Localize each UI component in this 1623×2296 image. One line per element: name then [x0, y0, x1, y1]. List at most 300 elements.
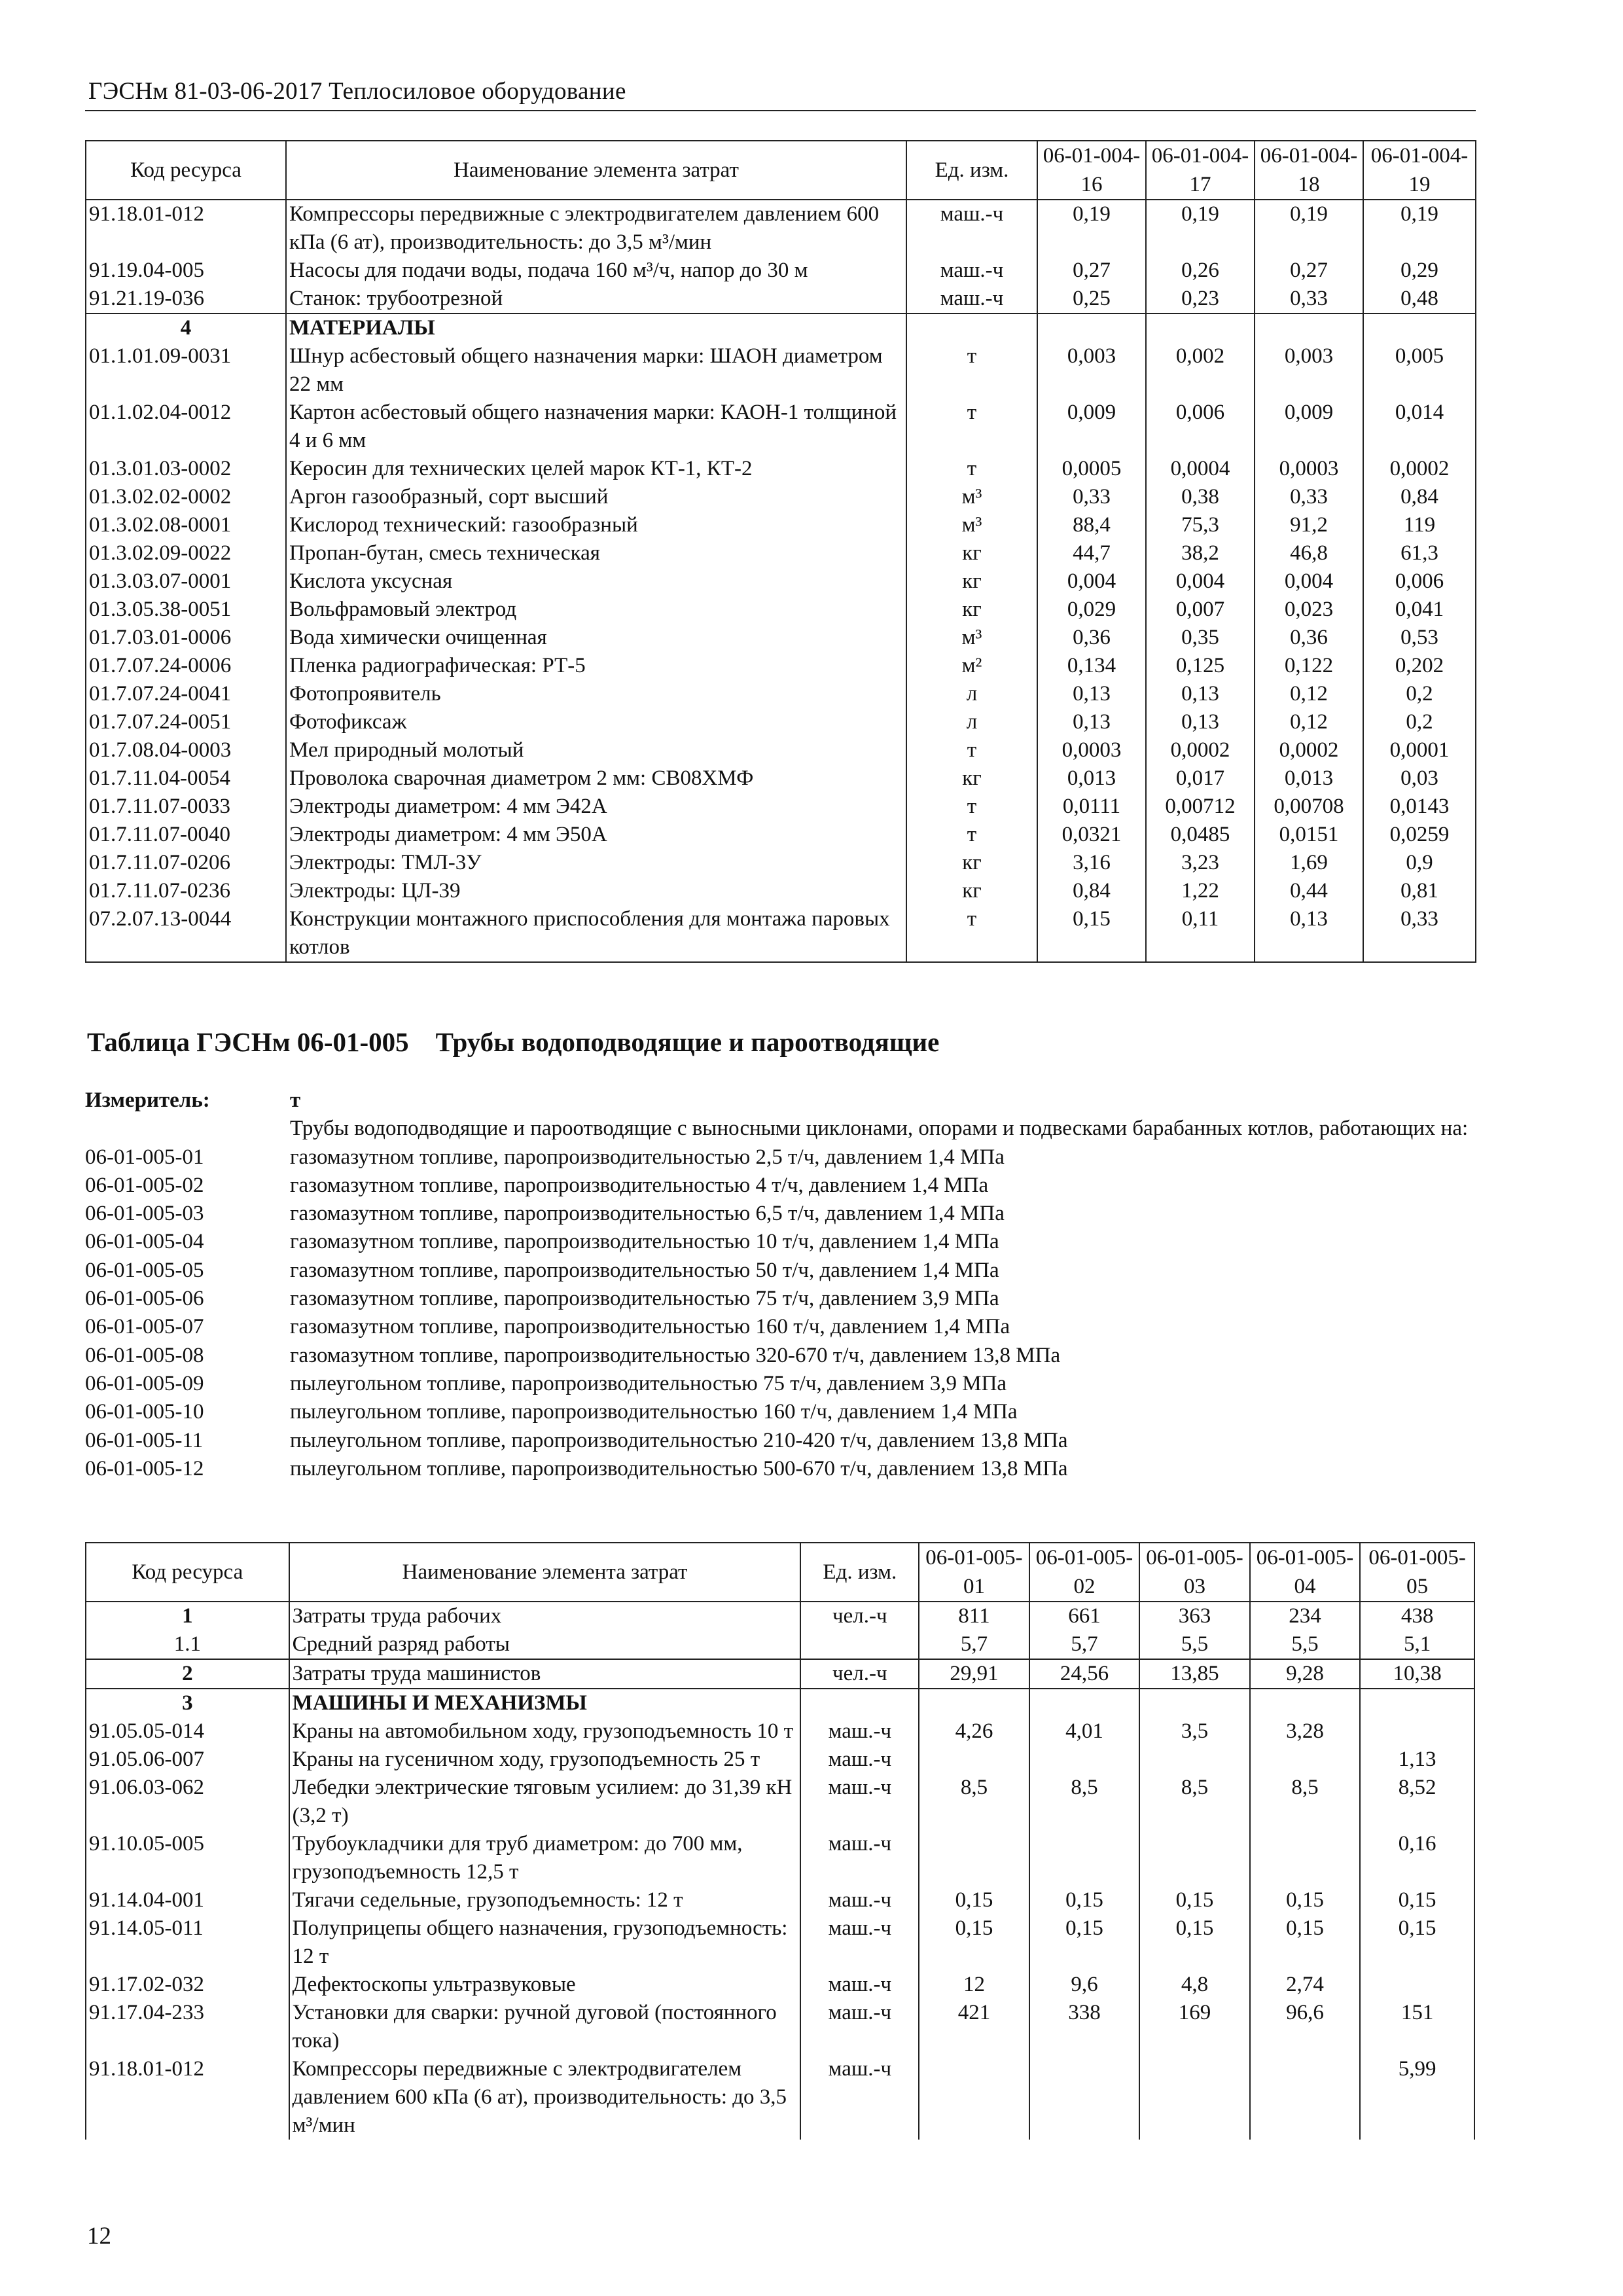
- section-machines: [86, 1689, 1474, 1717]
- value-cell: 75,3: [1146, 511, 1255, 539]
- unit-cell: т: [906, 821, 1037, 849]
- unit-cell: т: [906, 905, 1037, 962]
- table-row: [86, 905, 1476, 962]
- empty-cell: [1029, 1689, 1140, 1717]
- value-cell: 0,36: [1255, 624, 1363, 652]
- value-cell: 4,26: [919, 1717, 1029, 1746]
- value-cell: 0,0002: [1363, 455, 1476, 483]
- cost-item-name: Шнур асбестовый общего назначения марки: ШАОН диаметром 22 мм: [286, 342, 906, 399]
- table-header-row: [86, 141, 1476, 200]
- unit-cell: [800, 1630, 919, 1659]
- value-cell: 0,53: [1363, 624, 1476, 652]
- unit-cell: кг: [906, 849, 1037, 877]
- norm-description: пылеугольном топливе, паропроизводительностью 210-420 т/ч, давлением 13,8 МПа: [290, 1428, 1068, 1452]
- value-cell: 13,85: [1139, 1659, 1250, 1689]
- value-cell: 0,2: [1363, 680, 1476, 708]
- measure-item: [85, 1200, 1479, 1228]
- value-cell: 5,1: [1360, 1630, 1474, 1659]
- value-cell: 0,0111: [1037, 793, 1146, 821]
- column-header: 06-01-005-05: [1360, 1543, 1474, 1602]
- value-cell: 0,03: [1363, 764, 1476, 793]
- column-header: Ед. изм.: [800, 1543, 919, 1602]
- value-cell: 0,11: [1146, 905, 1255, 962]
- unit-cell: кг: [906, 567, 1037, 596]
- value-cell: 38,2: [1146, 539, 1255, 567]
- norm-code: 06-01-005-11: [85, 1428, 204, 1452]
- table-row: [86, 285, 1476, 314]
- value-cell: 9,6: [1029, 1971, 1140, 1999]
- value-cell: 0,004: [1255, 567, 1363, 596]
- unit-cell: кг: [906, 764, 1037, 793]
- cost-item-name: Краны на автомобильном ходу, грузоподъемность 10 т: [289, 1717, 801, 1746]
- machinists-row: [86, 1659, 1474, 1689]
- value-cell: 0,0321: [1037, 821, 1146, 849]
- norm-code: 06-01-005-04: [85, 1230, 204, 1254]
- value-cell: 438: [1360, 1602, 1474, 1630]
- table-row: [86, 821, 1476, 849]
- norm-description: пылеугольном топливе, паропроизводительностью 75 т/ч, давлением 3,9 МПа: [290, 1371, 1007, 1395]
- value-cell: 0,19: [1255, 200, 1363, 257]
- value-cell: 0,0005: [1037, 455, 1146, 483]
- table-row: [86, 793, 1476, 821]
- value-cell: [1360, 1717, 1474, 1746]
- cost-item-name: Краны на гусеничном ходу, грузоподъемность 25 т: [289, 1746, 801, 1774]
- value-cell: 0,33: [1037, 483, 1146, 511]
- value-cell: 234: [1250, 1602, 1361, 1630]
- value-cell: 0,0002: [1146, 736, 1255, 764]
- cost-item-name: Электроды диаметром: 4 мм Э50А: [286, 821, 906, 849]
- value-cell: 0,0259: [1363, 821, 1476, 849]
- column-header: 06-01-004-16: [1037, 141, 1146, 200]
- value-cell: 0,003: [1255, 342, 1363, 399]
- unit-cell: кг: [906, 877, 1037, 905]
- value-cell: 0,013: [1255, 764, 1363, 793]
- empty-cell: [1146, 314, 1255, 342]
- value-cell: 0,122: [1255, 652, 1363, 680]
- resource-code: 01.3.03.07-0001: [86, 567, 286, 596]
- empty-cell: [1139, 1689, 1250, 1717]
- norm-code: 06-01-005-05: [85, 1258, 204, 1282]
- measure-item: [85, 1172, 1479, 1200]
- table-row: [86, 200, 1476, 257]
- cost-item-name: Компрессоры передвижные с электродвигателем давлением 600 кПа (6 ат), производительность: до 3,5 м³/мин: [289, 2055, 801, 2140]
- norm-code: 06-01-005-03: [85, 1202, 204, 1226]
- resource-code: 91.05.06-007: [86, 1746, 289, 1774]
- table-row: [86, 1886, 1474, 1914]
- value-cell: 0,003: [1037, 342, 1146, 399]
- value-cell: 0,005: [1363, 342, 1476, 399]
- section-label: МАШИНЫ И МЕХАНИЗМЫ: [289, 1689, 801, 1717]
- unit-cell: т: [906, 399, 1037, 455]
- value-cell: 811: [919, 1602, 1029, 1630]
- value-cell: 4,8: [1139, 1971, 1250, 1999]
- unit-cell: м³: [906, 511, 1037, 539]
- norm-code: 06-01-005-07: [85, 1315, 204, 1339]
- value-cell: 0,12: [1255, 680, 1363, 708]
- column-header: 06-01-005-01: [919, 1543, 1029, 1602]
- value-cell: 0,202: [1363, 652, 1476, 680]
- resource-code: 01.7.08.04-0003: [86, 736, 286, 764]
- norm-code: 06-01-005-10: [85, 1400, 204, 1424]
- table-row: [86, 708, 1476, 736]
- resource-code: 01.3.05.38-0051: [86, 596, 286, 624]
- value-cell: 0,004: [1037, 567, 1146, 596]
- resource-code: 01.1.01.09-0031: [86, 342, 286, 399]
- table-row: [86, 1830, 1474, 1886]
- table-row: [86, 680, 1476, 708]
- value-cell: 5,99: [1360, 2055, 1474, 2140]
- page-number: 12: [87, 2223, 111, 2250]
- table-row: [86, 624, 1476, 652]
- value-cell: 0,15: [1250, 1914, 1361, 1971]
- value-cell: 3,16: [1037, 849, 1146, 877]
- value-cell: 0,00712: [1146, 793, 1255, 821]
- measure-item: [85, 1455, 1479, 1483]
- empty-cell: [1255, 314, 1363, 342]
- resource-code: 1.1: [86, 1630, 289, 1659]
- measure-item: [85, 1143, 1479, 1172]
- empty-cell: [1360, 1689, 1474, 1717]
- unit-cell: т: [906, 455, 1037, 483]
- resource-code: 01.3.02.09-0022: [86, 539, 286, 567]
- table-row: [86, 736, 1476, 764]
- value-cell: 0,44: [1255, 877, 1363, 905]
- value-cell: 8,52: [1360, 1774, 1474, 1830]
- unit-cell: маш.-ч: [800, 1914, 919, 1971]
- value-cell: 0,15: [919, 1886, 1029, 1914]
- value-cell: 0,29: [1363, 257, 1476, 285]
- value-cell: 661: [1029, 1602, 1140, 1630]
- cost-item-name: Дефектоскопы ультразвуковые: [289, 1971, 801, 1999]
- resource-code: 01.7.11.07-0236: [86, 877, 286, 905]
- norm-code: 06-01-005-08: [85, 1343, 204, 1367]
- value-cell: 0,36: [1037, 624, 1146, 652]
- table-row: [86, 1717, 1474, 1746]
- value-cell: 0,15: [919, 1914, 1029, 1971]
- empty-cell: [800, 1689, 919, 1717]
- header-rule: [85, 110, 1476, 111]
- table-row: [86, 511, 1476, 539]
- table-row: [86, 1971, 1474, 1999]
- value-cell: [919, 1830, 1029, 1886]
- value-cell: 24,56: [1029, 1659, 1140, 1689]
- unit-cell: маш.-ч: [800, 1999, 919, 2055]
- value-cell: 8,5: [1139, 1774, 1250, 1830]
- section-number: 4: [86, 314, 286, 342]
- resource-code: 91.06.03-062: [86, 1774, 289, 1830]
- unit-cell: маш.-ч: [800, 2055, 919, 2140]
- value-cell: 0,33: [1255, 285, 1363, 314]
- value-cell: 9,28: [1250, 1659, 1361, 1689]
- value-cell: 0,9: [1363, 849, 1476, 877]
- resource-code: 91.05.05-014: [86, 1717, 289, 1746]
- value-cell: 88,4: [1037, 511, 1146, 539]
- table-row: [86, 1914, 1474, 1971]
- resource-code: 01.7.11.04-0054: [86, 764, 286, 793]
- value-cell: 44,7: [1037, 539, 1146, 567]
- resource-code: 91.19.04-005: [86, 257, 286, 285]
- value-cell: 8,5: [1029, 1774, 1140, 1830]
- value-cell: 0,15: [1037, 905, 1146, 962]
- value-cell: 0,19: [1146, 200, 1255, 257]
- section-number: 3: [86, 1689, 289, 1717]
- labor-row: [86, 1602, 1474, 1630]
- value-cell: 0,0001: [1363, 736, 1476, 764]
- norm-description: газомазутном топливе, паропроизводительностью 6,5 т/ч, давлением 1,4 МПа: [290, 1202, 1005, 1226]
- unit-cell: маш.-ч: [906, 200, 1037, 257]
- unit-cell: л: [906, 708, 1037, 736]
- value-cell: 0,029: [1037, 596, 1146, 624]
- value-cell: 8,5: [919, 1774, 1029, 1830]
- value-cell: 0,23: [1146, 285, 1255, 314]
- value-cell: 5,5: [1250, 1630, 1361, 1659]
- resource-code: 91.10.05-005: [86, 1830, 289, 1886]
- norm-description: пылеугольном топливе, паропроизводительностью 160 т/ч, давлением 1,4 МПа: [290, 1400, 1018, 1424]
- cost-item-name: Кислород технический: газообразный: [286, 511, 906, 539]
- value-cell: 0,13: [1037, 680, 1146, 708]
- cost-item-name: Пленка радиографическая: РТ-5: [286, 652, 906, 680]
- unit-cell: маш.-ч: [800, 1774, 919, 1830]
- table-row: [86, 257, 1476, 285]
- cost-item-name: Затраты труда рабочих: [289, 1602, 801, 1630]
- value-cell: [919, 1746, 1029, 1774]
- value-cell: 91,2: [1255, 511, 1363, 539]
- measure-item: [85, 1427, 1479, 1455]
- resource-code: 01.7.11.07-0033: [86, 793, 286, 821]
- resource-code: 91.21.19-036: [86, 285, 286, 314]
- norm-description: газомазутном топливе, паропроизводительностью 160 т/ч, давлением 1,4 МПа: [290, 1315, 1010, 1339]
- value-cell: 61,3: [1363, 539, 1476, 567]
- unit-cell: т: [906, 736, 1037, 764]
- norm-description: газомазутном топливе, паропроизводительностью 50 т/ч, давлением 1,4 МПа: [290, 1258, 999, 1282]
- cost-item-name: Компрессоры передвижные с электродвигателем давлением 600 кПа (6 ат), производительность: до 3,5 м³/мин: [286, 200, 906, 257]
- value-cell: 0,26: [1146, 257, 1255, 285]
- value-cell: 0,33: [1255, 483, 1363, 511]
- cost-item-name: Полуприцепы общего назначения, грузоподъемность: 12 т: [289, 1914, 801, 1971]
- value-cell: 169: [1139, 1999, 1250, 2055]
- value-cell: 5,5: [1139, 1630, 1250, 1659]
- value-cell: 0,00708: [1255, 793, 1363, 821]
- cost-item-name: Лебедки электрические тяговым усилием: до 31,39 кН (3,2 т): [289, 1774, 801, 1830]
- value-cell: 0,13: [1037, 708, 1146, 736]
- value-cell: 119: [1363, 511, 1476, 539]
- table-row: [86, 1999, 1474, 2055]
- empty-cell: [1250, 1689, 1361, 1717]
- value-cell: [1139, 1830, 1250, 1886]
- cost-item-name: Кислота уксусная: [286, 567, 906, 596]
- section-materials: [86, 314, 1476, 342]
- resource-code: 01.7.07.24-0051: [86, 708, 286, 736]
- norm-description: газомазутном топливе, паропроизводительностью 75 т/ч, давлением 3,9 МПа: [290, 1287, 999, 1311]
- value-cell: 0,15: [1250, 1886, 1361, 1914]
- norm-description: газомазутном топливе, паропроизводительностью 320-670 т/ч, давлением 13,8 МПа: [290, 1343, 1061, 1367]
- resource-code: 91.17.04-233: [86, 1999, 289, 2055]
- norm-code: 06-01-005-06: [85, 1287, 204, 1311]
- measure-item: [85, 1228, 1479, 1256]
- table-header-row: [86, 1543, 1474, 1602]
- measure-item: [85, 1342, 1479, 1370]
- measure-items: [85, 1143, 1479, 1484]
- unit-cell: т: [906, 793, 1037, 821]
- value-cell: 0,006: [1363, 567, 1476, 596]
- measure-unit: т: [290, 1088, 301, 1112]
- cost-item-name: Фотофиксаж: [286, 708, 906, 736]
- value-cell: 151: [1360, 1999, 1474, 2055]
- value-cell: 0,0485: [1146, 821, 1255, 849]
- value-cell: 10,38: [1360, 1659, 1474, 1689]
- unit-cell: маш.-ч: [906, 285, 1037, 314]
- table-row: [86, 596, 1476, 624]
- resource-code: 01.7.11.07-0206: [86, 849, 286, 877]
- table-row: [86, 652, 1476, 680]
- resource-code: 01.1.02.04-0012: [86, 399, 286, 455]
- table-row: [86, 2055, 1474, 2140]
- value-cell: 0,27: [1255, 257, 1363, 285]
- cost-item-name: Мел природный молотый: [286, 736, 906, 764]
- table-body: [86, 1602, 1474, 2140]
- value-cell: 5,7: [1029, 1630, 1140, 1659]
- table-row: [86, 567, 1476, 596]
- value-cell: 0,35: [1146, 624, 1255, 652]
- value-cell: [1250, 1830, 1361, 1886]
- measure-intro: Трубы водоподводящие и пароотводящие с выносными циклонами, опорами и подвесками барабанных котлов, работающих на:: [290, 1117, 1469, 1141]
- cost-item-name: Проволока сварочная диаметром 2 мм: СВ08ХМФ: [286, 764, 906, 793]
- section-label: МАТЕРИАЛЫ: [286, 314, 906, 342]
- cost-item-name: Вода химически очищенная: [286, 624, 906, 652]
- value-cell: 0,13: [1146, 708, 1255, 736]
- resource-code: 91.14.05-011: [86, 1914, 289, 1971]
- norm-description: пылеугольном топливе, паропроизводительностью 500-670 т/ч, давлением 13,8 МПа: [290, 1456, 1068, 1480]
- value-cell: [1250, 2055, 1361, 2140]
- empty-cell: [1363, 314, 1476, 342]
- norm-description: газомазутном топливе, паропроизводительностью 2,5 т/ч, давлением 1,4 МПа: [290, 1145, 1005, 1169]
- value-cell: 8,5: [1250, 1774, 1361, 1830]
- value-cell: 0,19: [1037, 200, 1146, 257]
- section-title: Таблица ГЭСНм 06-01-005 Трубы водоподводящие и пароотводящие: [87, 1027, 940, 1057]
- value-cell: 0,134: [1037, 652, 1146, 680]
- value-cell: 0,0004: [1146, 455, 1255, 483]
- unit-cell: чел.-ч: [800, 1659, 919, 1689]
- empty-cell: [906, 314, 1037, 342]
- value-cell: 0,013: [1037, 764, 1146, 793]
- unit-cell: кг: [906, 539, 1037, 567]
- value-cell: 3,23: [1146, 849, 1255, 877]
- value-cell: 0,125: [1146, 652, 1255, 680]
- empty-cell: [919, 1689, 1029, 1717]
- value-cell: 0,15: [1360, 1886, 1474, 1914]
- measure-item: [85, 1257, 1479, 1285]
- cost-item-name: Электроды: ЦЛ-39: [286, 877, 906, 905]
- unit-cell: маш.-ч: [906, 257, 1037, 285]
- value-cell: 0,0002: [1255, 736, 1363, 764]
- unit-cell: маш.-ч: [800, 1971, 919, 1999]
- value-cell: 3,28: [1250, 1717, 1361, 1746]
- column-header: Наименование элемента затрат: [286, 141, 906, 200]
- norm-description: газомазутном топливе, паропроизводительностью 10 т/ч, давлением 1,4 МПа: [290, 1230, 999, 1254]
- value-cell: 421: [919, 1999, 1029, 2055]
- value-cell: 0,0003: [1255, 455, 1363, 483]
- resource-code: 91.18.01-012: [86, 200, 286, 257]
- column-header: 06-01-004-19: [1363, 141, 1476, 200]
- unit-cell: маш.-ч: [800, 1830, 919, 1886]
- value-cell: 0,15: [1029, 1886, 1140, 1914]
- resource-table-004: [85, 140, 1476, 963]
- value-cell: 0,27: [1037, 257, 1146, 285]
- unit-cell: м²: [906, 652, 1037, 680]
- column-header: Код ресурса: [86, 141, 286, 200]
- column-header: 06-01-005-04: [1250, 1543, 1361, 1602]
- measure-label: Измеритель:: [85, 1088, 210, 1112]
- value-cell: [1139, 1746, 1250, 1774]
- value-cell: 0,017: [1146, 764, 1255, 793]
- value-cell: 0,002: [1146, 342, 1255, 399]
- value-cell: 0,0143: [1363, 793, 1476, 821]
- value-cell: 0,25: [1037, 285, 1146, 314]
- value-cell: 0,023: [1255, 596, 1363, 624]
- value-cell: 0,81: [1363, 877, 1476, 905]
- resource-code: 91.14.04-001: [86, 1886, 289, 1914]
- unit-cell: т: [906, 342, 1037, 399]
- value-cell: 4,01: [1029, 1717, 1140, 1746]
- value-cell: 0,84: [1037, 877, 1146, 905]
- measure-block: [85, 1086, 1479, 1483]
- unit-cell: м³: [906, 624, 1037, 652]
- value-cell: 0,48: [1363, 285, 1476, 314]
- value-cell: 2,74: [1250, 1971, 1361, 1999]
- resource-code: 01.7.03.01-0006: [86, 624, 286, 652]
- value-cell: 0,009: [1255, 399, 1363, 455]
- norm-description: газомазутном топливе, паропроизводительностью 4 т/ч, давлением 1,4 МПа: [290, 1173, 989, 1197]
- cost-item-name: Пропан-бутан, смесь техническая: [286, 539, 906, 567]
- value-cell: 0,0151: [1255, 821, 1363, 849]
- value-cell: [1029, 1746, 1140, 1774]
- norm-code: 06-01-005-02: [85, 1173, 204, 1197]
- norm-code: 06-01-005-09: [85, 1371, 204, 1395]
- resource-code: 01.3.01.03-0002: [86, 455, 286, 483]
- resource-code: 01.3.02.02-0002: [86, 483, 286, 511]
- value-cell: 338: [1029, 1999, 1140, 2055]
- value-cell: 0,006: [1146, 399, 1255, 455]
- resource-code: 01.7.07.24-0041: [86, 680, 286, 708]
- unit-cell: маш.-ч: [800, 1717, 919, 1746]
- table-row: [86, 539, 1476, 567]
- value-cell: 5,7: [919, 1630, 1029, 1659]
- cost-item-name: Конструкции монтажного приспособления для монтажа паровых котлов: [286, 905, 906, 962]
- resource-table-005: [85, 1542, 1475, 2140]
- value-cell: [1250, 1746, 1361, 1774]
- table-row: [86, 483, 1476, 511]
- value-cell: 0,009: [1037, 399, 1146, 455]
- running-header: ГЭСНм 81-03-06-2017 Теплосиловое оборудование: [88, 78, 626, 105]
- value-cell: [1029, 2055, 1140, 2140]
- value-cell: 0,38: [1146, 483, 1255, 511]
- cost-item-name: Тягачи седельные, грузоподъемность: 12 т: [289, 1886, 801, 1914]
- resource-code: 01.7.07.24-0006: [86, 652, 286, 680]
- unit-cell: маш.-ч: [800, 1746, 919, 1774]
- measure-item: [85, 1313, 1479, 1341]
- value-cell: 0,15: [1360, 1914, 1474, 1971]
- value-cell: 1,22: [1146, 877, 1255, 905]
- resource-code: 2: [86, 1659, 289, 1689]
- cost-item-name: Электроды: ТМЛ-3У: [286, 849, 906, 877]
- column-header: Наименование элемента затрат: [289, 1543, 801, 1602]
- value-cell: 0,2: [1363, 708, 1476, 736]
- unit-cell: л: [906, 680, 1037, 708]
- cost-item-name: Затраты труда машинистов: [289, 1659, 801, 1689]
- column-header: 06-01-004-18: [1255, 141, 1363, 200]
- value-cell: 0,15: [1139, 1914, 1250, 1971]
- value-cell: 96,6: [1250, 1999, 1361, 2055]
